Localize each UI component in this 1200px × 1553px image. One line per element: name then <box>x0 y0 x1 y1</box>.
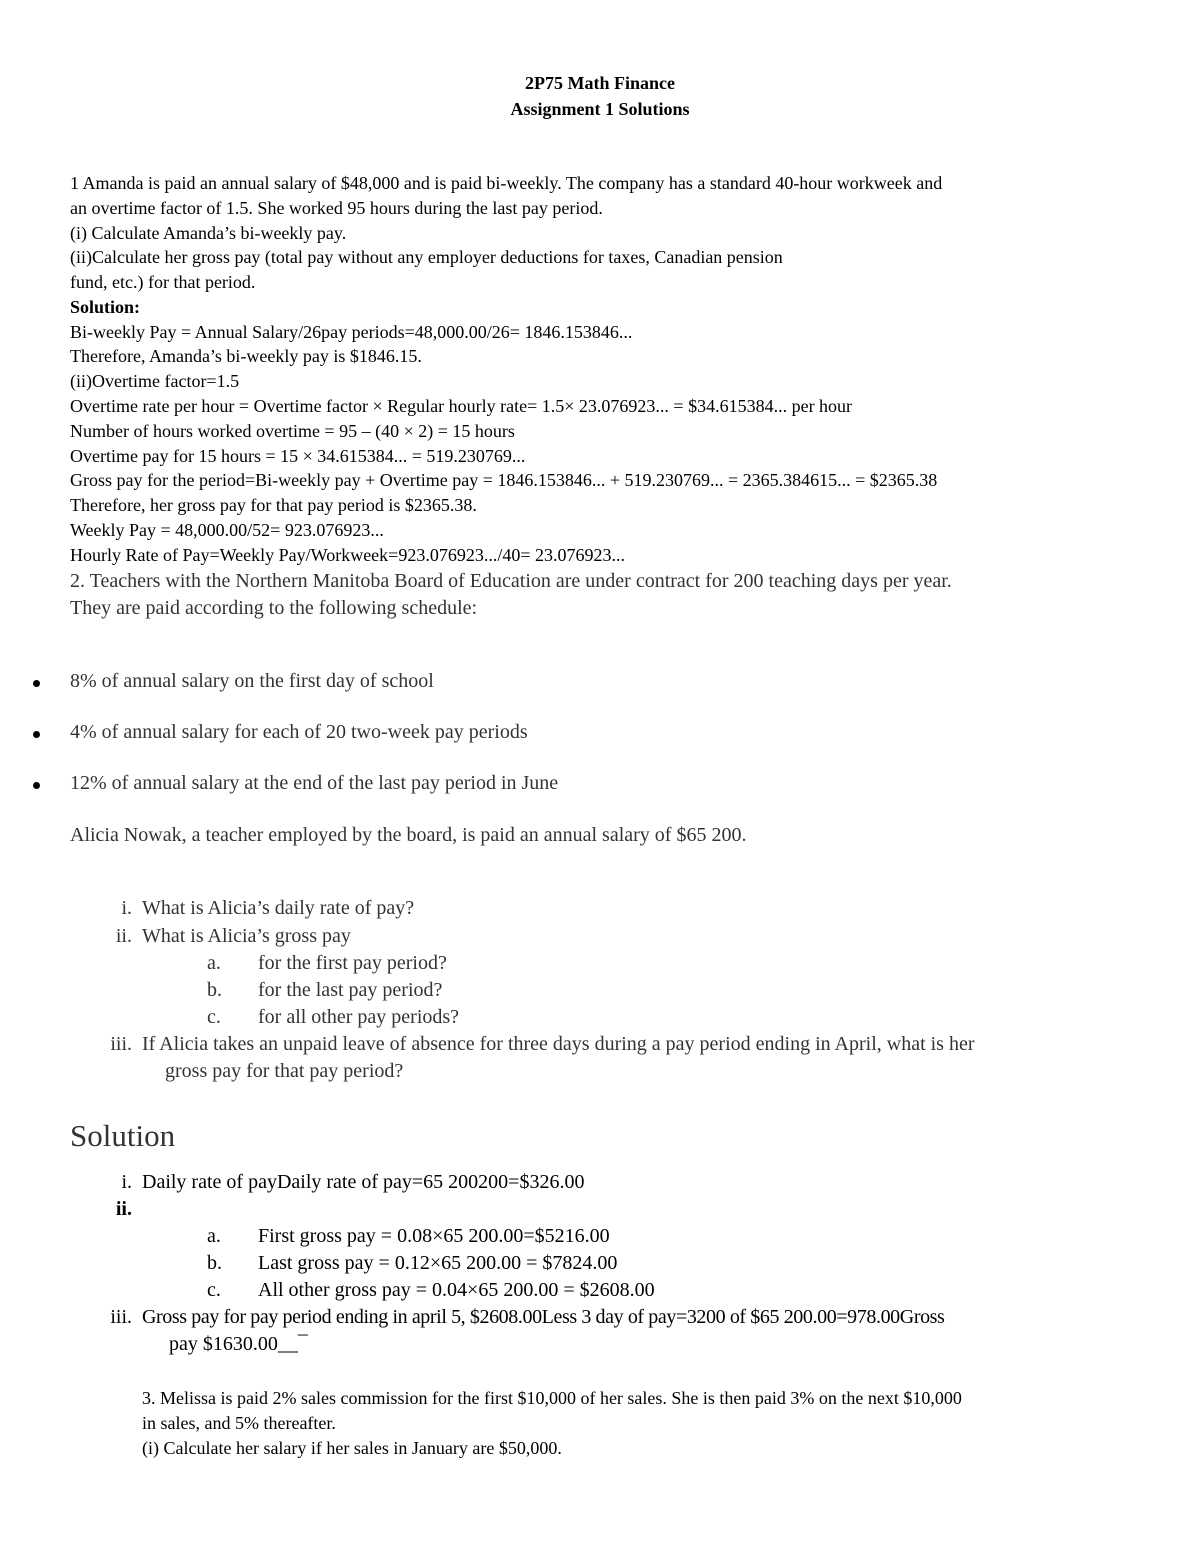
q2-line: 2. Teachers with the Northern Manitoba Board of Education are under contract for 200 teaching days per year. <box>70 570 952 592</box>
letter-marker: c. <box>207 1279 221 1301</box>
list-item-text: 12% of annual salary at the end of the last pay period in June <box>70 772 559 794</box>
q2-line: They are paid according to the following schedule: <box>70 597 478 619</box>
solution-line: Gross pay for pay period ending in april 5, $2608.00Less 3 day of pay=3200 of $65 200.00=978.00Gross <box>142 1306 945 1328</box>
solution-heading: Solution <box>70 1118 176 1153</box>
list-item-text: 4% of annual salary for each of 20 two-week pay periods <box>70 721 528 743</box>
bullet-icon <box>33 782 40 789</box>
sub-question: If Alicia takes an unpaid leave of absence for three days during a pay period ending in April, what is her <box>142 1033 975 1055</box>
solution-line: Last gross pay = 0.12×65 200.00 = $7824.00 <box>258 1252 618 1274</box>
letter-marker: a. <box>207 1225 221 1247</box>
roman-numeral: iii. <box>110 1033 132 1055</box>
q1-solution-line: Number of hours worked overtime = 95 – (40 × 2) = 15 hours <box>70 421 515 441</box>
q1-solution-line: Weekly Pay = 48,000.00/52= 923.076923... <box>70 520 384 540</box>
letter-marker: b. <box>207 1252 222 1274</box>
q1-solution-line: Overtime rate per hour = Overtime factor × Regular hourly rate= 1.5× 23.076923... = $34.615384... per hour <box>70 396 853 416</box>
q1-line: an overtime factor of 1.5. She worked 95 hours during the last pay period. <box>70 198 603 218</box>
q2-salary-statement: Alicia Nowak, a teacher employed by the board, is paid an annual salary of $65 200. <box>70 824 747 846</box>
list-item-text: 8% of annual salary on the first day of school <box>70 670 434 692</box>
q1-line: (ii)Calculate her gross pay (total pay without any employer deductions for taxes, Canadian pension <box>70 247 783 267</box>
sub-question: What is Alicia’s gross pay <box>142 925 351 947</box>
sub-question: What is Alicia’s daily rate of pay? <box>142 897 415 919</box>
bullet-icon <box>33 680 40 687</box>
q1-solution-line: Overtime pay for 15 hours = 15 × 34.615384... = 519.230769... <box>70 446 526 466</box>
bullet-icon <box>33 731 40 738</box>
letter-marker: c. <box>207 1006 221 1028</box>
sub-question: for all other pay periods? <box>258 1006 460 1028</box>
q3-line: (i) Calculate her salary if her sales in January are $50,000. <box>142 1438 562 1458</box>
q1-line: (i) Calculate Amanda’s bi-weekly pay. <box>70 223 347 243</box>
q3-line: 3. Melissa is paid 2% sales commission for the first $10,000 of her sales. She is then paid 3% on the next $10,000 <box>142 1388 962 1408</box>
solution-line: Daily rate of payDaily rate of pay=65 200200=$326.00 <box>142 1171 585 1193</box>
roman-numeral: ii. <box>115 1198 132 1220</box>
roman-numeral: iii. <box>110 1306 132 1328</box>
solution-line: All other gross pay = 0.04×65 200.00 = $2608.00 <box>258 1279 655 1301</box>
solution-line: First gross pay = 0.08×65 200.00=$5216.00 <box>258 1225 610 1247</box>
q1-solution-line: Gross pay for the period=Bi-weekly pay + Overtime pay = 1846.153846... + 519.230769... = 2365.384615... = $2365.38 <box>70 470 938 490</box>
letter-marker: a. <box>207 952 221 974</box>
sub-question: gross pay for that pay period? <box>165 1060 404 1082</box>
q1-solution-line: Hourly Rate of Pay=Weekly Pay/Workweek=923.076923.../40= 23.076923... <box>70 545 625 565</box>
sub-question: for the last pay period? <box>258 979 443 1001</box>
q1-solution-line: (ii)Overtime factor=1.5 <box>70 371 240 391</box>
q1-line: 1 Amanda is paid an annual salary of $48,000 and is paid bi-weekly. The company has a standard 40-hour workweek and <box>70 173 943 193</box>
sub-question: for the first pay period? <box>258 952 447 974</box>
roman-numeral: i. <box>121 897 132 919</box>
q1-solution-line: Therefore, her gross pay for that pay period is $2365.38. <box>70 495 477 515</box>
letter-marker: b. <box>207 979 222 1001</box>
q3-line: in sales, and 5% thereafter. <box>142 1413 336 1433</box>
roman-numeral: ii. <box>115 925 132 947</box>
roman-numeral: i. <box>121 1171 132 1193</box>
q1-line: fund, etc.) for that period. <box>70 272 256 292</box>
solution-line: pay $1630.00__¯ <box>169 1333 308 1355</box>
q1-solution-line: Bi-weekly Pay = Annual Salary/26pay periods=48,000.00/26= 1846.153846... <box>70 322 633 342</box>
q1-solution-label: Solution: <box>70 297 141 317</box>
document-subtitle: Assignment 1 Solutions <box>510 99 690 119</box>
q1-solution-line: Therefore, Amanda’s bi-weekly pay is $1846.15. <box>70 346 422 366</box>
document-title: 2P75 Math Finance <box>525 73 675 93</box>
